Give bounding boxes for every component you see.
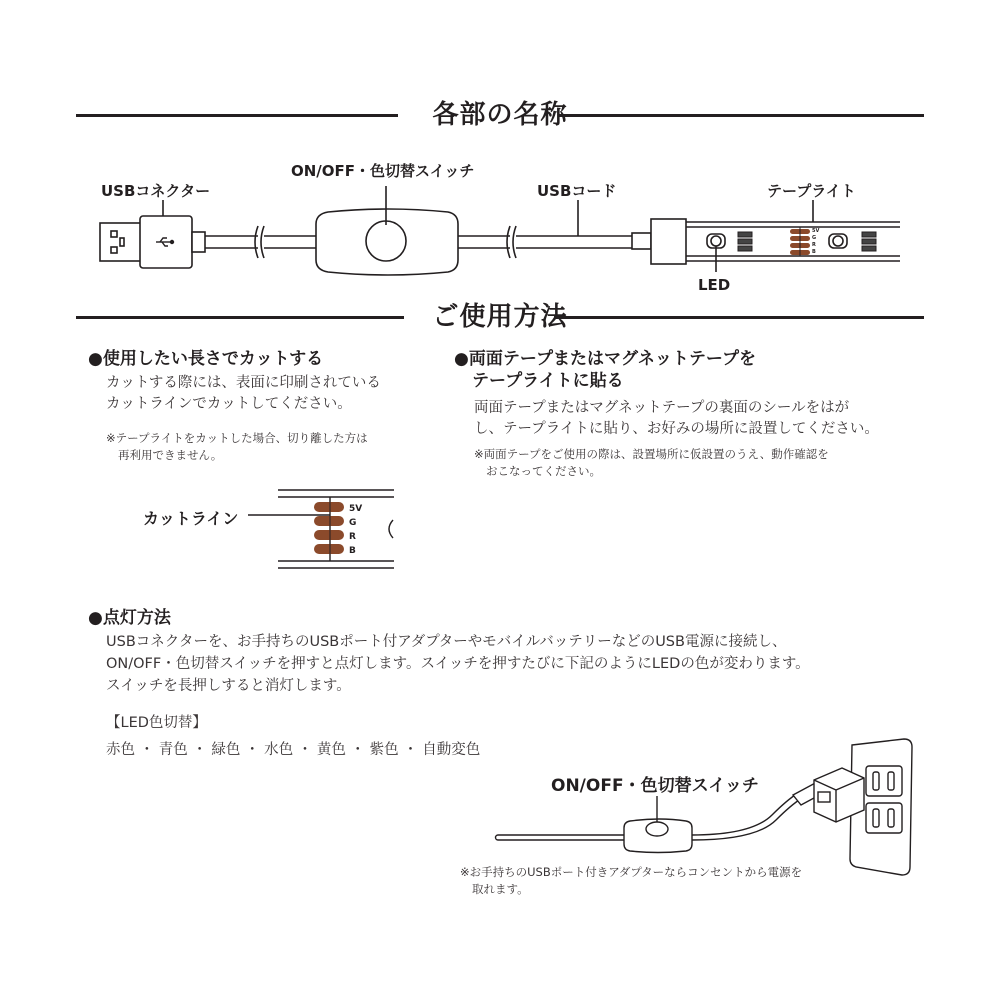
parts-section-title: 各部の名称: [432, 100, 568, 130]
usage-section-title: ご使用方法: [432, 302, 568, 332]
lighting-switch-label: ON/OFF・色切替スイッチ: [551, 776, 759, 796]
color-switch-title: 【LED色切替】: [106, 715, 207, 731]
led-label: LED: [698, 276, 731, 294]
tape-light-label: テープライト: [767, 182, 856, 200]
tape-pad-labels: 5V G R B: [812, 228, 820, 255]
usb-connector-label: USBコネクター: [101, 182, 211, 200]
attach-heading: ●両面テープまたはマグネットテープを テープライトに貼る: [454, 349, 756, 391]
lighting-heading: ●点灯方法: [88, 608, 171, 628]
lighting-note: ※お手持ちのUSBポート付きアダプターならコンセントから電源を 取れます。: [460, 865, 803, 896]
attach-note: ※両面テープをご使用の際は、設置場所に仮設置のうえ、動作確認を おこなってください。: [474, 447, 829, 478]
cut-note: ※テープライトをカットした場合、切り離した方は 再利用できません。: [106, 431, 368, 462]
cut-line-label: カットライン: [143, 509, 239, 528]
usb-adapter-icon: [814, 768, 864, 822]
switch-label: ON/OFF・色切替スイッチ: [291, 162, 475, 180]
cut-heading: ●使用したい長さでカットする: [88, 349, 324, 369]
lighting-body: USBコネクターを、お手持ちのUSBポート付アダプターやモバイルバッテリーなどのUSB電源に接続し、 ON/OFF・色切替スイッチを押すと点灯します。スイッチを押すたびに下記のようにLEDの色が変わります。 スイッチを長押しすると消灯します。: [106, 634, 810, 694]
usb-cord-label: USBコード: [537, 182, 617, 200]
attach-body: 両面テープまたはマグネットテープの裏面のシールをはが し、テープライトに貼り、お好みの場所に設置してください。: [474, 400, 879, 437]
cut-pad-labels: 5V G R B: [349, 504, 363, 556]
cut-body: カットする際には、表面に印刷されている カットラインでカットしてください。: [106, 375, 381, 412]
color-sequence: 赤色 ・ 青色 ・ 緑色 ・ 水色 ・ 黄色 ・ 紫色 ・ 自動変色: [106, 742, 481, 758]
